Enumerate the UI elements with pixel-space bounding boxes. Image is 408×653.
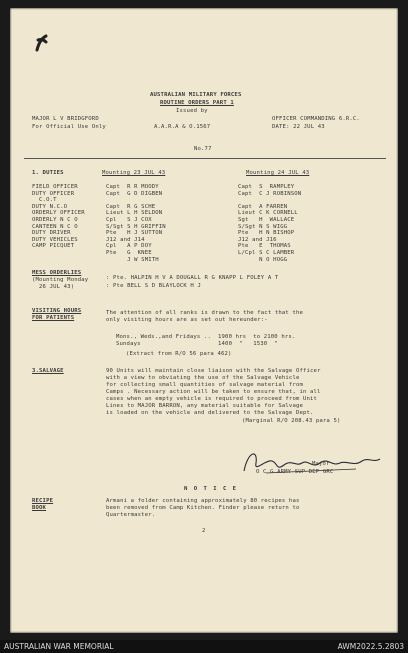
duty-col2-cell: Capt A FARREN (238, 203, 288, 210)
document-page (10, 8, 398, 633)
duty-col2-cell: Lieut C K CORNELL (238, 210, 298, 217)
visiting-extract: (Extract from R/O 56 para 462) (126, 351, 232, 357)
duty-col2-cell: Pte E THOMAS (238, 243, 291, 250)
duty-col2-cell: Sgt H WALLACE (238, 216, 295, 223)
duty-col1-cell: Pte H J SUTTON (106, 230, 163, 237)
duty-col2 (238, 184, 301, 263)
header-rule (24, 158, 386, 159)
duty-labels (32, 184, 85, 250)
salvage-ref: (Marginal R/O 208.43 para 5) (242, 418, 341, 424)
order-number: No.77 (194, 146, 212, 152)
salvage-text: is loaded on the vehicle and delivered to the Salvage Dept. (106, 410, 314, 416)
duty-col1 (106, 184, 166, 263)
duty-col1-cell: J W SMITH (106, 256, 159, 263)
duty-col1-cell: Cpl S J COX (106, 216, 152, 223)
official-use: For Official Use Only (32, 124, 106, 130)
mess-line2: : Pte BELL S D BLAYLOCK H J (106, 283, 201, 289)
duty-col2-cell: L/Cpl S C LAMBER (238, 249, 295, 256)
duty-col2-cell (238, 197, 301, 204)
salvage-text: for collecting small quantities of salvage material from (106, 382, 303, 388)
orders-title: ROUTINE ORDERS PART 1 (160, 100, 234, 106)
duty-col1-cell: Capt R R MOODY (106, 184, 159, 190)
visiting-label: FOR PATIENTS (32, 315, 75, 321)
archive-footer (0, 640, 408, 653)
duties-heading: 1. DUTIES (32, 170, 64, 176)
col1-heading: Mounting 23 JUL 43 (102, 170, 166, 176)
visiting-text: only visiting hours are as set out hereunder:- (106, 317, 268, 323)
recipe-label: BOOK (32, 505, 47, 511)
duty-label: CANTEEN N C O (32, 223, 78, 230)
duty-col1-cell (106, 197, 166, 204)
notice-text: Armani a folder containing approximately 80 recipes has (106, 498, 300, 504)
duty-label: DUTY N.C.O (32, 203, 68, 210)
duty-col2-cell: S/Sgt N S WIGG (238, 223, 288, 230)
duty-col1-cell: Cpl A P DOY (106, 243, 152, 250)
duty-col1-cell: J12 and J14 (106, 236, 145, 243)
mess-sub1: (Mounting Monday (32, 277, 89, 283)
visiting-text: The attention of all ranks is drawn to the fact that the (106, 310, 303, 316)
duty-col2-cell: Capt S RAMPLEY (238, 184, 295, 190)
duty-label: C.O.T (32, 197, 57, 204)
salvage-label: 3.SALVAGE (32, 368, 64, 374)
duty-col2-cell: N O HOGG (238, 256, 288, 263)
salvage-text: Lines to MAJOR BARRON, any material suitable for Salvage (106, 403, 303, 409)
salvage-text: cases when an empty vehicle is required to proceed from Unit (106, 396, 318, 402)
mess-line1: : Pte. HALPIN H V A DOUGALL R G KNAPP L FOLEY A T (106, 275, 279, 281)
unit-code: A.A.R.A & O.1567 (154, 124, 211, 130)
duty-col1-cell: Pte G KNEE (106, 249, 152, 256)
page-mark: 2 (202, 528, 206, 534)
notice-text: been removed from Camp Kitchen. Finder please return to (106, 505, 300, 511)
duty-col1-cell: S/Sgt S H GRIFFIN (106, 223, 166, 230)
issuer-left: MAJOR L V BRIDGFORD (32, 116, 99, 122)
visiting-row: Sundays 1400 " 1530 " (116, 341, 278, 347)
duty-label: ORDERLY N C O (32, 216, 78, 223)
mess-sub2: 26 JUL 43) (32, 284, 75, 290)
visiting-label: VISITING HOURS (32, 308, 82, 314)
duty-col2-cell: Pte H N BISHOP (238, 230, 295, 237)
mess-label: MESS ORDERLIES (32, 270, 82, 276)
duty-label: ORDERLY OFFICER (32, 210, 85, 217)
duty-label: CAMP PICQUET (32, 243, 75, 250)
issued-by: Issued by (176, 108, 208, 114)
salvage-text: 90 Units will maintain close liaison with the Salvage Officer (106, 368, 321, 374)
duty-col2-cell: J12 and J16 (238, 236, 277, 243)
punch-hole-icon (32, 32, 50, 52)
org-name: AUSTRALIAN MILITARY FORCES (150, 92, 242, 98)
duty-col2-cell: Capt C J ROBINSON (238, 190, 302, 197)
signature-rank: Major (312, 461, 330, 467)
signature-title: O C G ARMY SUP DEP GRC (256, 469, 334, 475)
visiting-row: Mons., Weds.,and Fridays .. 1900 hrs to 2100 hrs. (116, 334, 296, 340)
recipe-label: RECIPE (32, 498, 54, 504)
notice-heading: N O T I C E (184, 486, 238, 492)
duty-label: FIELD OFFICER (32, 184, 78, 190)
salvage-text: with a view to obviating the use of the Salvage Vehicle (106, 375, 300, 381)
duty-label: DUTY OFFICER (32, 190, 75, 197)
footer-left: AUSTRALIAN WAR MEMORIAL (4, 642, 114, 651)
issuer-right: OFFICER COMMANDING 6.R.C. (272, 116, 360, 122)
notice-text: Quartermaster. (106, 512, 156, 518)
footer-right: AWM2022.5.2803 (337, 642, 404, 651)
duty-col1-cell: Capt R G SCHE (106, 203, 156, 210)
duty-col1-cell: Lieut L H SELDON (106, 210, 163, 217)
salvage-text: Camps . Necessary action will be taken to ensure that, in all (106, 389, 321, 395)
duty-col1-cell: Capt G D DIGBEN (106, 190, 163, 197)
order-date: DATE: 22 JUL 43 (272, 124, 325, 130)
col2-heading: Mounting 24 JUL 43 (246, 170, 310, 176)
duty-label: DUTY VEHICLES (32, 236, 78, 243)
duty-label: DUTY DRIVER (32, 230, 71, 237)
